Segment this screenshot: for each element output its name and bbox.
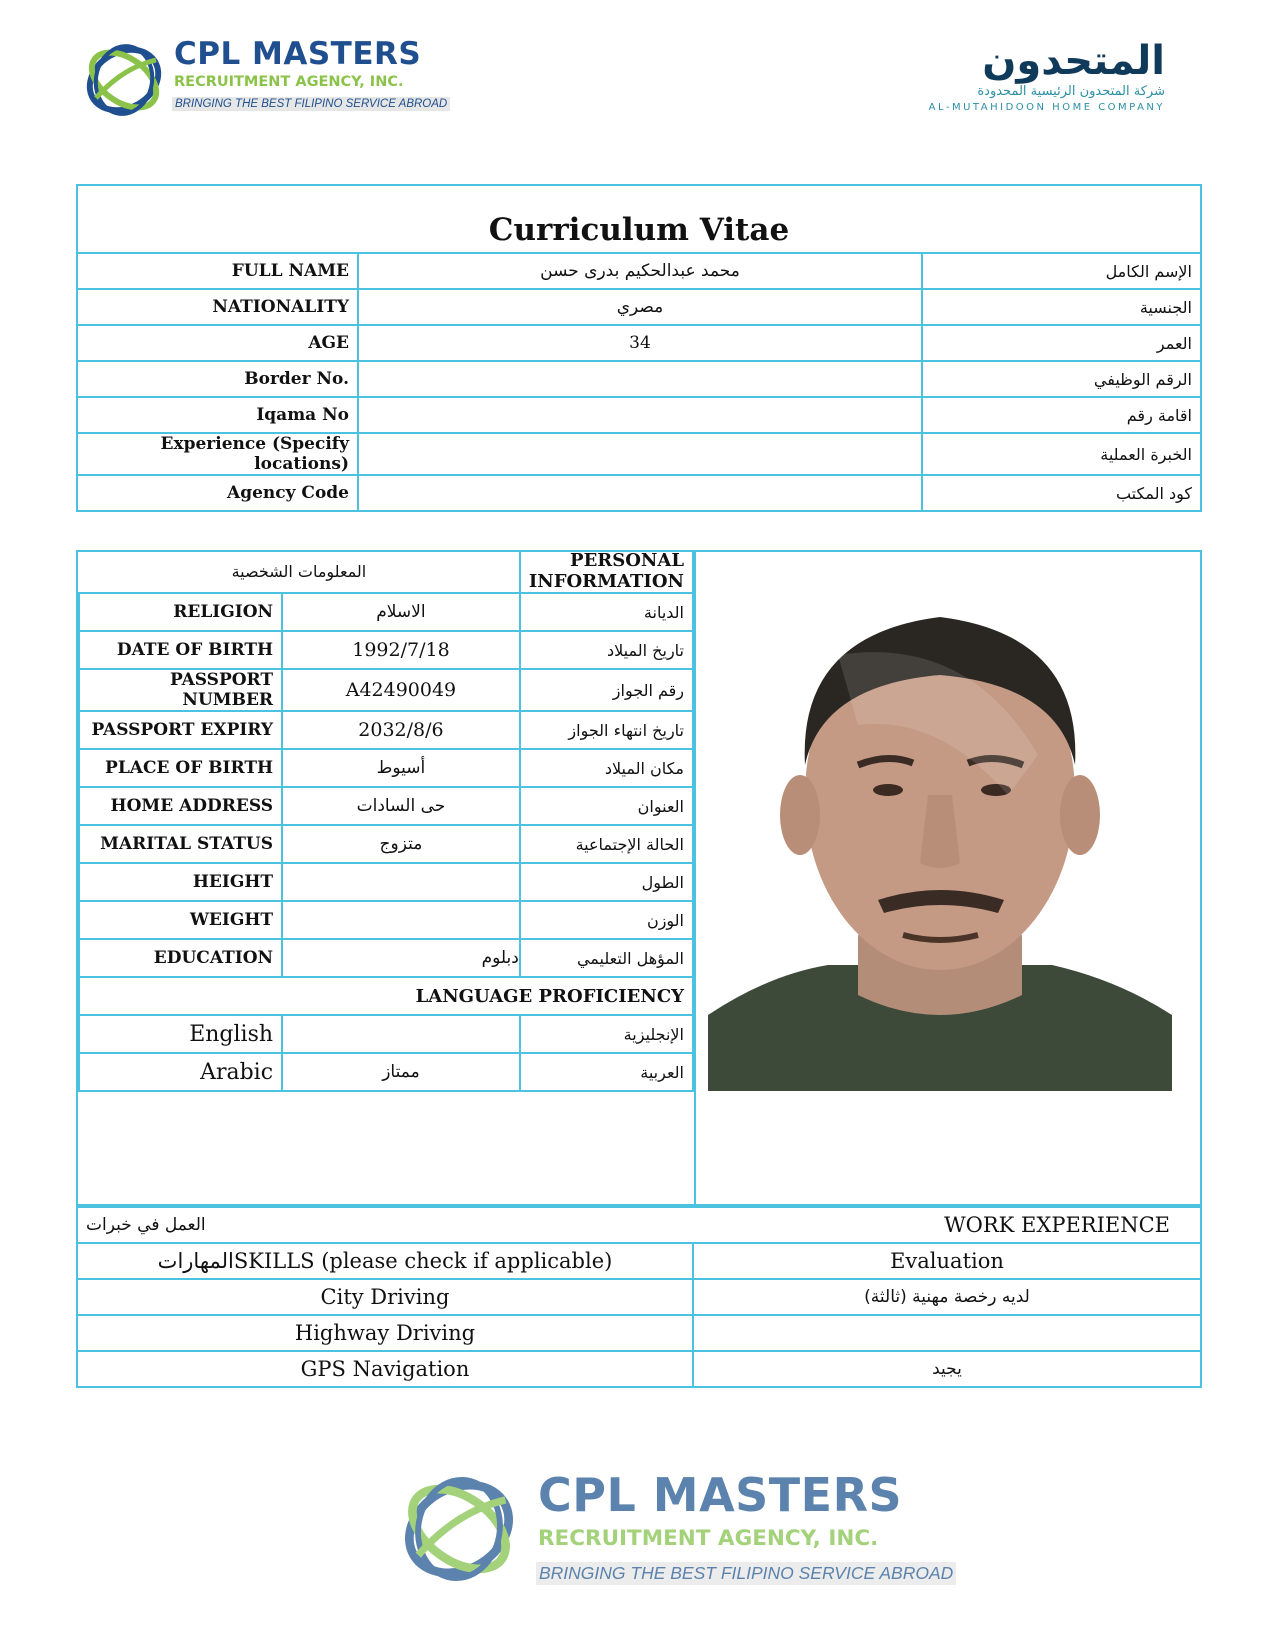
language-header: LANGUAGE PROFICIENCY xyxy=(79,977,693,1015)
cpl-tagline: BRINGING THE BEST FILIPINO SERVICE ABROAD xyxy=(536,1562,956,1585)
skill-name: GPS Navigation xyxy=(77,1351,693,1387)
mut-english-name: AL-MUTAHIDOON HOME COMPANY xyxy=(928,102,1165,113)
personal-label: PLACE OF BIRTH xyxy=(79,749,282,787)
language-row xyxy=(79,1015,693,1053)
cv-label: AGE xyxy=(77,325,358,361)
personal-value xyxy=(282,901,520,939)
cpl-name: CPL MASTERS xyxy=(538,1468,903,1522)
mut-arabic-name: المتحدون xyxy=(982,38,1165,84)
cv-label-ar: كود المكتب xyxy=(922,475,1201,511)
cpl-masters-footer-logo xyxy=(398,1466,954,1596)
cv-label: FULL NAME xyxy=(77,253,358,289)
globe-logo-icon xyxy=(398,1468,520,1590)
skill-name: Highway Driving xyxy=(77,1315,693,1351)
cv-row xyxy=(77,433,1201,475)
cv-label-ar: الخبرة العملية xyxy=(922,433,1201,475)
personal-row xyxy=(79,631,693,669)
personal-header: PERSONAL INFORMATION xyxy=(520,550,693,593)
cv-label-ar: الإسم الكامل xyxy=(922,253,1201,289)
cpl-agency: RECRUITMENT AGENCY, INC. xyxy=(174,74,404,90)
personal-value: دبلوم xyxy=(282,939,520,977)
cpl-agency: RECRUITMENT AGENCY, INC. xyxy=(538,1526,879,1551)
personal-value: الاسلام xyxy=(282,593,520,631)
personal-label-ar: تاريخ الميلاد xyxy=(520,631,693,669)
cpl-name: CPL MASTERS xyxy=(174,36,422,72)
language-name: English xyxy=(79,1015,282,1053)
cv-value xyxy=(358,397,922,433)
cpl-tagline: BRINGING THE BEST FILIPINO SERVICE ABROAD xyxy=(172,97,450,111)
personal-label-ar: تاريخ انتهاء الجواز xyxy=(520,711,693,749)
cv-value: 34 xyxy=(358,325,922,361)
personal-label-ar: الديانة xyxy=(520,593,693,631)
mut-arabic-subtitle: شركة المتحدون الرئيسية المحدودة xyxy=(977,84,1165,99)
cv-title: Curriculum Vitae xyxy=(77,185,1201,253)
personal-row xyxy=(79,939,693,977)
skill-row xyxy=(77,1351,1201,1387)
applicant-photo xyxy=(708,595,1172,1091)
personal-info-table xyxy=(78,550,694,1092)
language-name: Arabic xyxy=(79,1053,282,1091)
cv-row xyxy=(77,253,1201,289)
cv-label-ar: الجنسية xyxy=(922,289,1201,325)
skill-row xyxy=(77,1279,1201,1315)
personal-row xyxy=(79,825,693,863)
personal-row xyxy=(79,669,693,711)
cv-label-ar: الرقم الوظيفي xyxy=(922,361,1201,397)
globe-logo-icon xyxy=(82,38,166,122)
cv-value xyxy=(358,433,922,475)
personal-row xyxy=(79,593,693,631)
personal-value: 2032/8/6 xyxy=(282,711,520,749)
section-divider xyxy=(694,550,696,1206)
language-level xyxy=(282,1015,520,1053)
personal-label: DATE OF BIRTH xyxy=(79,631,282,669)
language-name-ar: العربية xyxy=(520,1053,693,1091)
evaluation-header: Evaluation xyxy=(693,1243,1201,1279)
personal-row xyxy=(79,863,693,901)
al-mutahidoon-logo xyxy=(905,38,1165,123)
work-header: WORK EXPERIENCE xyxy=(693,1207,1201,1243)
cpl-masters-logo xyxy=(82,36,448,126)
personal-row xyxy=(79,787,693,825)
personal-label-ar: العنوان xyxy=(520,787,693,825)
personal-value: 1992/7/18 xyxy=(282,631,520,669)
personal-label-ar: الوزن xyxy=(520,901,693,939)
personal-label-ar: الطول xyxy=(520,863,693,901)
skill-evaluation: يجيد xyxy=(693,1351,1201,1387)
skill-row xyxy=(77,1315,1201,1351)
personal-label-ar: رقم الجواز xyxy=(520,669,693,711)
personal-label: HOME ADDRESS xyxy=(79,787,282,825)
personal-header-ar: المعلومات الشخصية xyxy=(79,550,520,593)
personal-value: متزوج xyxy=(282,825,520,863)
cv-row xyxy=(77,289,1201,325)
cv-label: Agency Code xyxy=(77,475,358,511)
cv-label: NATIONALITY xyxy=(77,289,358,325)
personal-row xyxy=(79,749,693,787)
skill-evaluation: لديه رخصة مهنية (ثالثة) xyxy=(693,1279,1201,1315)
language-row xyxy=(79,1053,693,1091)
cv-value: مصري xyxy=(358,289,922,325)
cv-value: محمد عبدالحكيم بدرى حسن xyxy=(358,253,922,289)
personal-label: PASSPORT NUMBER xyxy=(79,669,282,711)
skill-evaluation xyxy=(693,1315,1201,1351)
cv-row xyxy=(77,361,1201,397)
personal-label: EDUCATION xyxy=(79,939,282,977)
personal-value: حى السادات xyxy=(282,787,520,825)
language-name-ar: الإنجليزية xyxy=(520,1015,693,1053)
cv-row xyxy=(77,397,1201,433)
work-header-ar: العمل في خبرات xyxy=(77,1207,693,1243)
personal-value xyxy=(282,863,520,901)
personal-label: RELIGION xyxy=(79,593,282,631)
cv-label: Experience (Specify locations) xyxy=(77,433,358,475)
personal-label-ar: مكان الميلاد xyxy=(520,749,693,787)
cv-label: Border No. xyxy=(77,361,358,397)
cv-table xyxy=(76,184,1202,512)
personal-row xyxy=(79,901,693,939)
skill-name: City Driving xyxy=(77,1279,693,1315)
cv-value xyxy=(358,475,922,511)
personal-value: أسيوط xyxy=(282,749,520,787)
cv-label-ar: اقامة رقم xyxy=(922,397,1201,433)
cv-row xyxy=(77,475,1201,511)
personal-label-ar: المؤهل التعليمي xyxy=(520,939,693,977)
personal-row xyxy=(79,711,693,749)
skills-header: المهاراتSKILLS (please check if applicable) xyxy=(77,1243,693,1279)
personal-label: HEIGHT xyxy=(79,863,282,901)
personal-label: PASSPORT EXPIRY xyxy=(79,711,282,749)
work-experience-table xyxy=(76,1206,1202,1388)
personal-label: WEIGHT xyxy=(79,901,282,939)
cv-row xyxy=(77,325,1201,361)
language-level: ممتاز xyxy=(282,1053,520,1091)
personal-label-ar: الحالة الإجتماعية xyxy=(520,825,693,863)
cv-label-ar: العمر xyxy=(922,325,1201,361)
personal-value: A42490049 xyxy=(282,669,520,711)
cv-value xyxy=(358,361,922,397)
personal-label: MARITAL STATUS xyxy=(79,825,282,863)
cv-label: Iqama No xyxy=(77,397,358,433)
